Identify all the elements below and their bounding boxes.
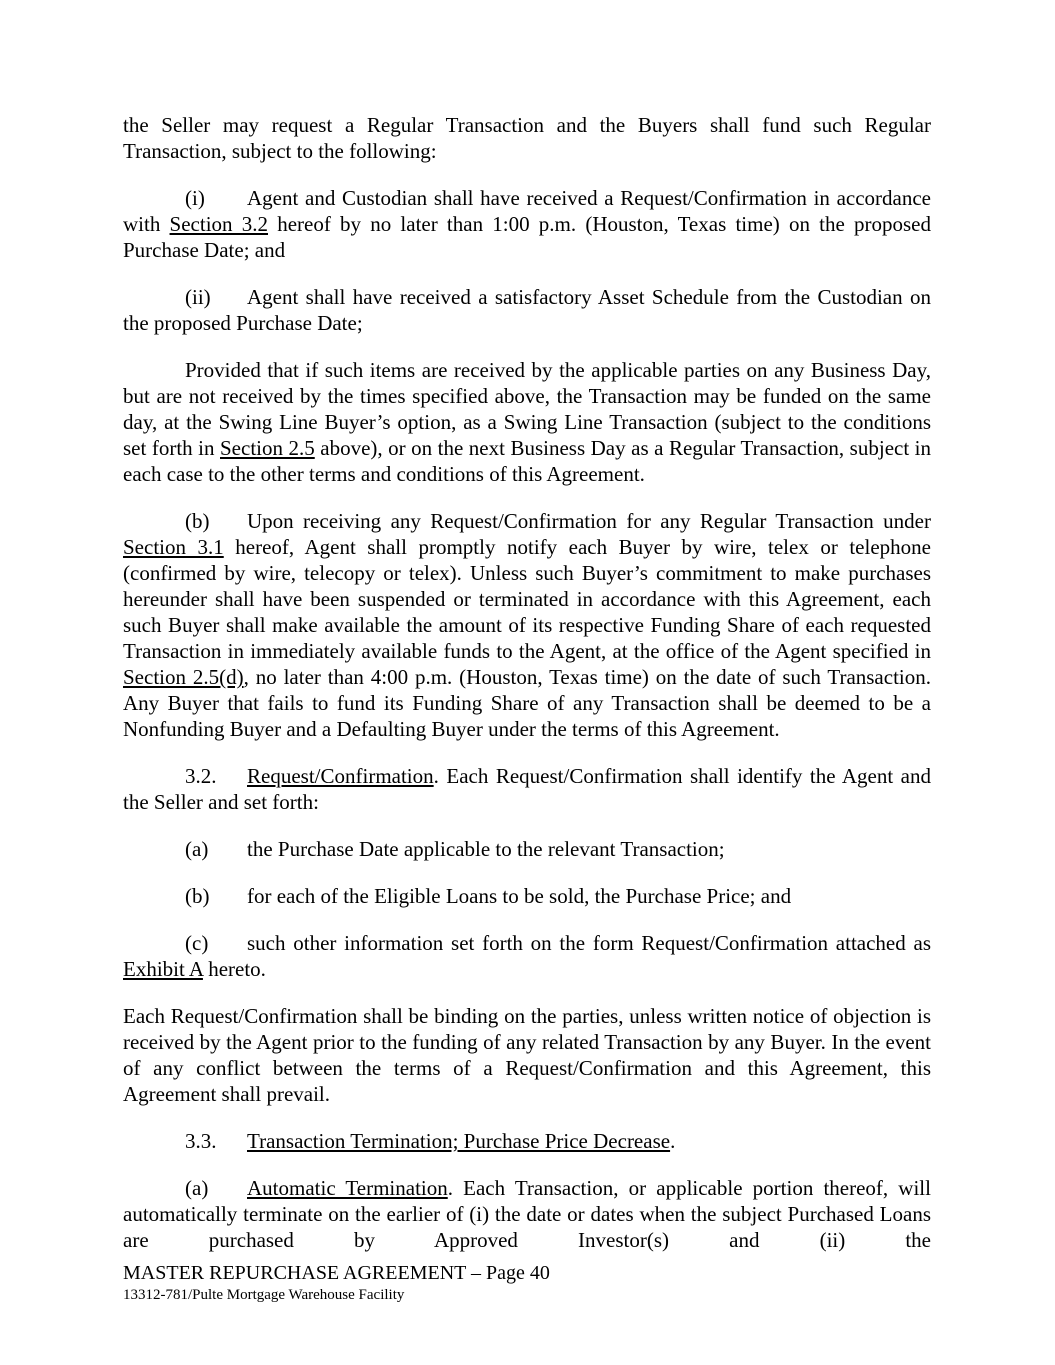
paragraph-continuation — [123, 112, 931, 164]
text-run: Upon receiving any Request/Confirmation for any Regular Transaction under — [247, 509, 931, 533]
paragraph-binding-effect — [123, 1003, 931, 1107]
list-marker: (c) — [185, 931, 209, 955]
clause-b — [123, 508, 931, 742]
list-marker: (i) — [185, 186, 205, 210]
text-run: hereof by no later than 1:00 p.m. (Houston, Texas time) on the proposed Purchase Date; and — [123, 212, 931, 262]
section-3-3-heading — [123, 1128, 931, 1154]
text-run: hereto. — [202, 957, 266, 981]
document-body — [123, 112, 931, 1274]
page-footer — [123, 1261, 550, 1305]
text-run: , no later than 4:00 p.m. (Houston, Texas time) on the date of such Transaction. Any Buyer that fails to fund its Funding Share of any Transaction shall be deemed to be a Nonfunding Buyer and a Defaulting Buyer under the terms of this Agreement. — [123, 665, 931, 741]
clause-i — [123, 185, 931, 263]
text-run: . — [670, 1129, 676, 1153]
section-number: 3.2. — [185, 764, 217, 788]
footer-title: MASTER REPURCHASE AGREEMENT – Page 40 — [123, 1262, 550, 1284]
section-reference: Section 2.5(d) — [123, 665, 244, 689]
section-heading: Request/Confirmation — [247, 764, 434, 788]
section-reference: Section 2.5 — [220, 436, 315, 460]
clause-heading: Automatic Termination — [247, 1176, 448, 1200]
exhibit-reference: Exhibit A — [123, 957, 203, 981]
item-b — [123, 883, 931, 909]
section-heading: Transaction Termination; Purchase Price Decrease — [247, 1129, 671, 1153]
list-marker: (b) — [185, 509, 210, 533]
footer-reference: 13312-781/Pulte Mortgage Warehouse Facility — [123, 1287, 405, 1303]
item-a — [123, 836, 931, 862]
text-run: hereof, Agent shall promptly notify each Buyer by wire, telex or telephone (confirmed by wire, telecopy or telex). Unless such Buyer’s commitment to make purchases hereunder shall have been suspended or terminated in accordance with this Agreement, each such Buyer shall make available the amount of its respective Funding Share of each requested Transaction in immediately available funds to the Agent, at the office of the Agent specified in — [123, 535, 931, 663]
section-3-2-paragraph — [123, 763, 931, 815]
list-marker: (ii) — [185, 285, 211, 309]
list-marker: (a) — [185, 837, 209, 861]
text-run: Each Request/Confirmation shall be binding on the parties, unless written notice of objection is received by the Agent prior to the funding of any related Transaction by any Buyer. In the event of any conflict between the terms of a Request/Confirmation and this Agreement, this Agreement shall prevail. — [123, 1004, 931, 1106]
text-run: . Each Transaction, or applicable portion thereof, will automatically terminate on the earlier of (i) the date or dates when the subject Purchased Loans are purchased by Approved Investor(s) and (ii) the — [123, 1176, 931, 1252]
section-reference: Section 3.2 — [169, 212, 268, 236]
item-c — [123, 930, 931, 982]
paragraph-provided — [123, 357, 931, 487]
text-run: Agent and Custodian shall have received a Request/Confirmation in accordance with — [123, 186, 931, 236]
section-reference: Section 3.1 — [123, 535, 224, 559]
text-run: above), or on the next Business Day as a Regular Transaction, subject in each case to the other terms and conditions of this Agreement. — [123, 436, 932, 486]
list-marker: (b) — [185, 884, 210, 908]
text-run: for each of the Eligible Loans to be sold, the Purchase Price; and — [247, 884, 792, 908]
text-run: Provided that if such items are received by the applicable parties on any Business Day, but are not received by the times specified above, the Transaction may be funded on the same day, at the Swing Line Buyer’s option, as a Swing Line Transaction (subject to the conditions set forth in — [123, 358, 931, 460]
text-run: the Seller may request a Regular Transaction and the Buyers shall fund such Regular Transaction, subject to the following: — [123, 113, 931, 163]
text-run: . Each Request/Confirmation shall identify the Agent and the Seller and set forth: — [123, 764, 931, 814]
list-marker: (a) — [185, 1176, 209, 1200]
text-run: the Purchase Date applicable to the relevant Transaction; — [247, 837, 725, 861]
clause-automatic-termination — [123, 1175, 931, 1253]
clause-ii — [123, 284, 931, 336]
section-number: 3.3. — [185, 1129, 217, 1153]
text-run: Agent shall have received a satisfactory Asset Schedule from the Custodian on the proposed Purchase Date; — [123, 285, 931, 335]
text-run: such other information set forth on the form Request/Confirmation attached as — [247, 931, 931, 955]
